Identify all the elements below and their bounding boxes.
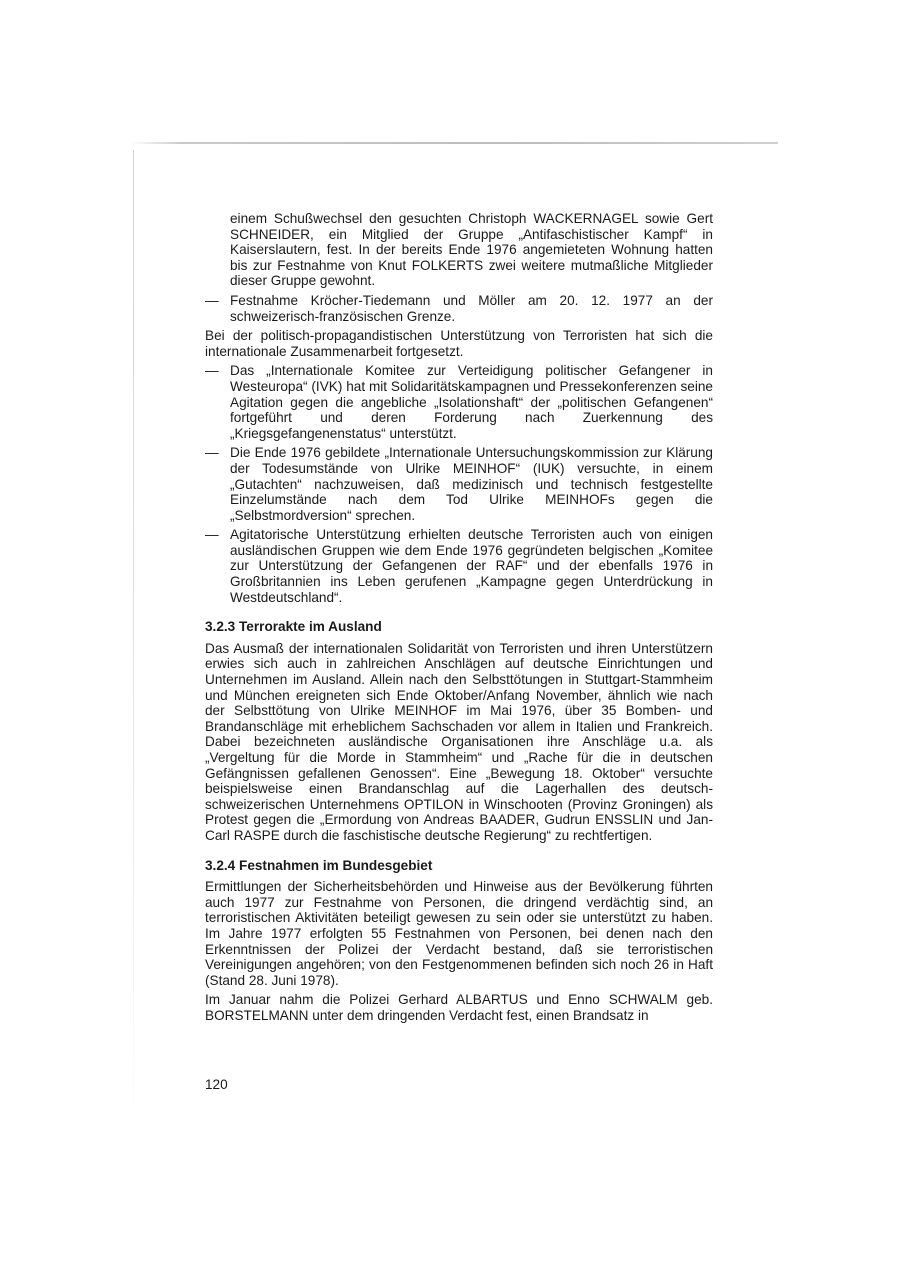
list-item-iuk (205, 445, 713, 523)
dash-marker: — (205, 445, 219, 461)
list-item-ivk (205, 363, 713, 441)
dash-marker: — (205, 292, 219, 308)
dash-marker: — (205, 527, 219, 543)
list-item-continuation (205, 211, 713, 289)
list-item-text: Agitatorische Unterstützung erhielten deutsche Terroristen auch von einigen ausländischen Gruppen wie dem Ende 1976 gegründeten belgischen „Komitee zur Unterstützung der Gefangenen der RAF“ und der ebenfalls 1976 in Großbritannien ins Leben gerufenen „Kampagne gegen Unterdrückung in Westdeutschland“. (230, 527, 713, 605)
list-item-text: Das „Internationale Komitee zur Verteidigung politischer Gefangener in Westeuropa“ (IVK) hat mit Solidaritätskampagnen und Pressekonferenzen seine Agitation gegen die angebliche „Isolationshaft“ der „politischen Gefangenen“ fortgeführt und deren Forderung nach Zuerkennung des „Kriegsgefangenenstatus“ unterstützt. (230, 363, 713, 441)
section-heading-festnahmen: 3.2.4 Festnahmen im Bundesgebiet (205, 857, 433, 873)
document-body (205, 211, 713, 1028)
list-item-agitation (205, 527, 713, 605)
list-item-text: Festnahme Kröcher-Tiedemann und Möller am 20. 12. 1977 an der schweizerisch-französischen Grenze. (230, 292, 713, 324)
intro-paragraph: Bei der politisch-propagandistischen Unterstützung von Terroristen hat sich die internationale Zusammenarbeit fortgesetzt. (205, 328, 713, 359)
list-item-text: Die Ende 1976 gebildete „Internationale Untersuchungskommission zur Klärung der Todesumstände von Ulrike MEINHOF“ (IUK) versuchte, in einem „Gutachten“ nachzuweisen, daß medizinisch und technisch festgestellte Einzelumstände nach dem Tod Ulrike MEINHOFs gegen die „Selbstmordversion“ sprechen. (230, 445, 713, 523)
scan-shadow-top (130, 142, 778, 144)
paragraph-festnahmen: Ermittlungen der Sicherheitsbehörden und Hinweise aus der Bevölkerung führten auch 1977 zur Festnahme von Personen, die dringend verdächtig sind, an terroristischen Aktivitäten beteiligt gewesen zu sein oder sie unterstützt zu haben. Im Jahre 1977 erfolgten 55 Festnahmen von Personen, bei denen nach den Erkenntnissen der Polizei der Verdacht bestand, daß sie terroristischen Vereinigungen angehören; von den Festgenommenen befinden sich noch 26 in Haft (Stand 28. Juni 1978). (205, 879, 713, 988)
paragraph-terrorakte: Das Ausmaß der internationalen Solidarität von Terroristen und ihren Unterstützern erwies sich auch in zahlreichen Anschlägen auf deutsche Einrichtungen und Unternehmen im Ausland. Allein nach den Selbsttötungen in Stuttgart-Stammheim und München ereigneten sich Ende Oktober/Anfang November, ähnlich wie nach der Selbsttötung von Ulrike MEINHOF im Mai 1976, über 35 Bomben- und Brandanschläge mit erheblichem Sachschaden vor allem in Italien und Frankreich. Dabei bezeichneten ausländische Organisationen ihre Anschläge u.a. als „Vergeltung für die Morde in Stammheim“ und „Rache für die in deutschen Gefängnissen gefallenen Genossen“. Eine „Bewegung 18. Oktober“ versuchte beispielsweise einen Brandanschlag auf die Lagerhallen des deutsch-schweizerischen Unternehmens OPTILON in Winschooten (Provinz Groningen) als Protest gegen die „Ermordung von Andreas BAADER, Gudrun ENSSLIN und Jan-Carl RASPE durch die faschistische deutsche Regierung“ zu rechtfertigen. (205, 640, 713, 843)
scan-shadow-left (133, 150, 134, 1145)
dash-marker: — (205, 363, 219, 379)
paragraph-januar: Im Januar nahm die Polizei Gerhard ALBARTUS und Enno SCHWALM geb. BORSTELMANN unter dem dringenden Verdacht fest, einen Brandsatz in (205, 992, 713, 1023)
section-heading-terrorakte: 3.2.3 Terrorakte im Ausland (205, 619, 382, 635)
continuation-text: einem Schußwechsel den gesuchten Christoph WACKERNAGEL sowie Gert SCHNEIDER, ein Mitglied der Gruppe „Antifaschistischer Kampf“ in Kaiserslautern, fest. In der bereits Ende 1976 angemieteten Wohnung hatten bis zur Festnahme von Knut FOLKERTS zwei weitere mutmaßliche Mitglieder dieser Gruppe gewohnt. (230, 211, 713, 289)
page-number: 120 (205, 1077, 228, 1092)
list-item-festnahme (205, 293, 713, 324)
